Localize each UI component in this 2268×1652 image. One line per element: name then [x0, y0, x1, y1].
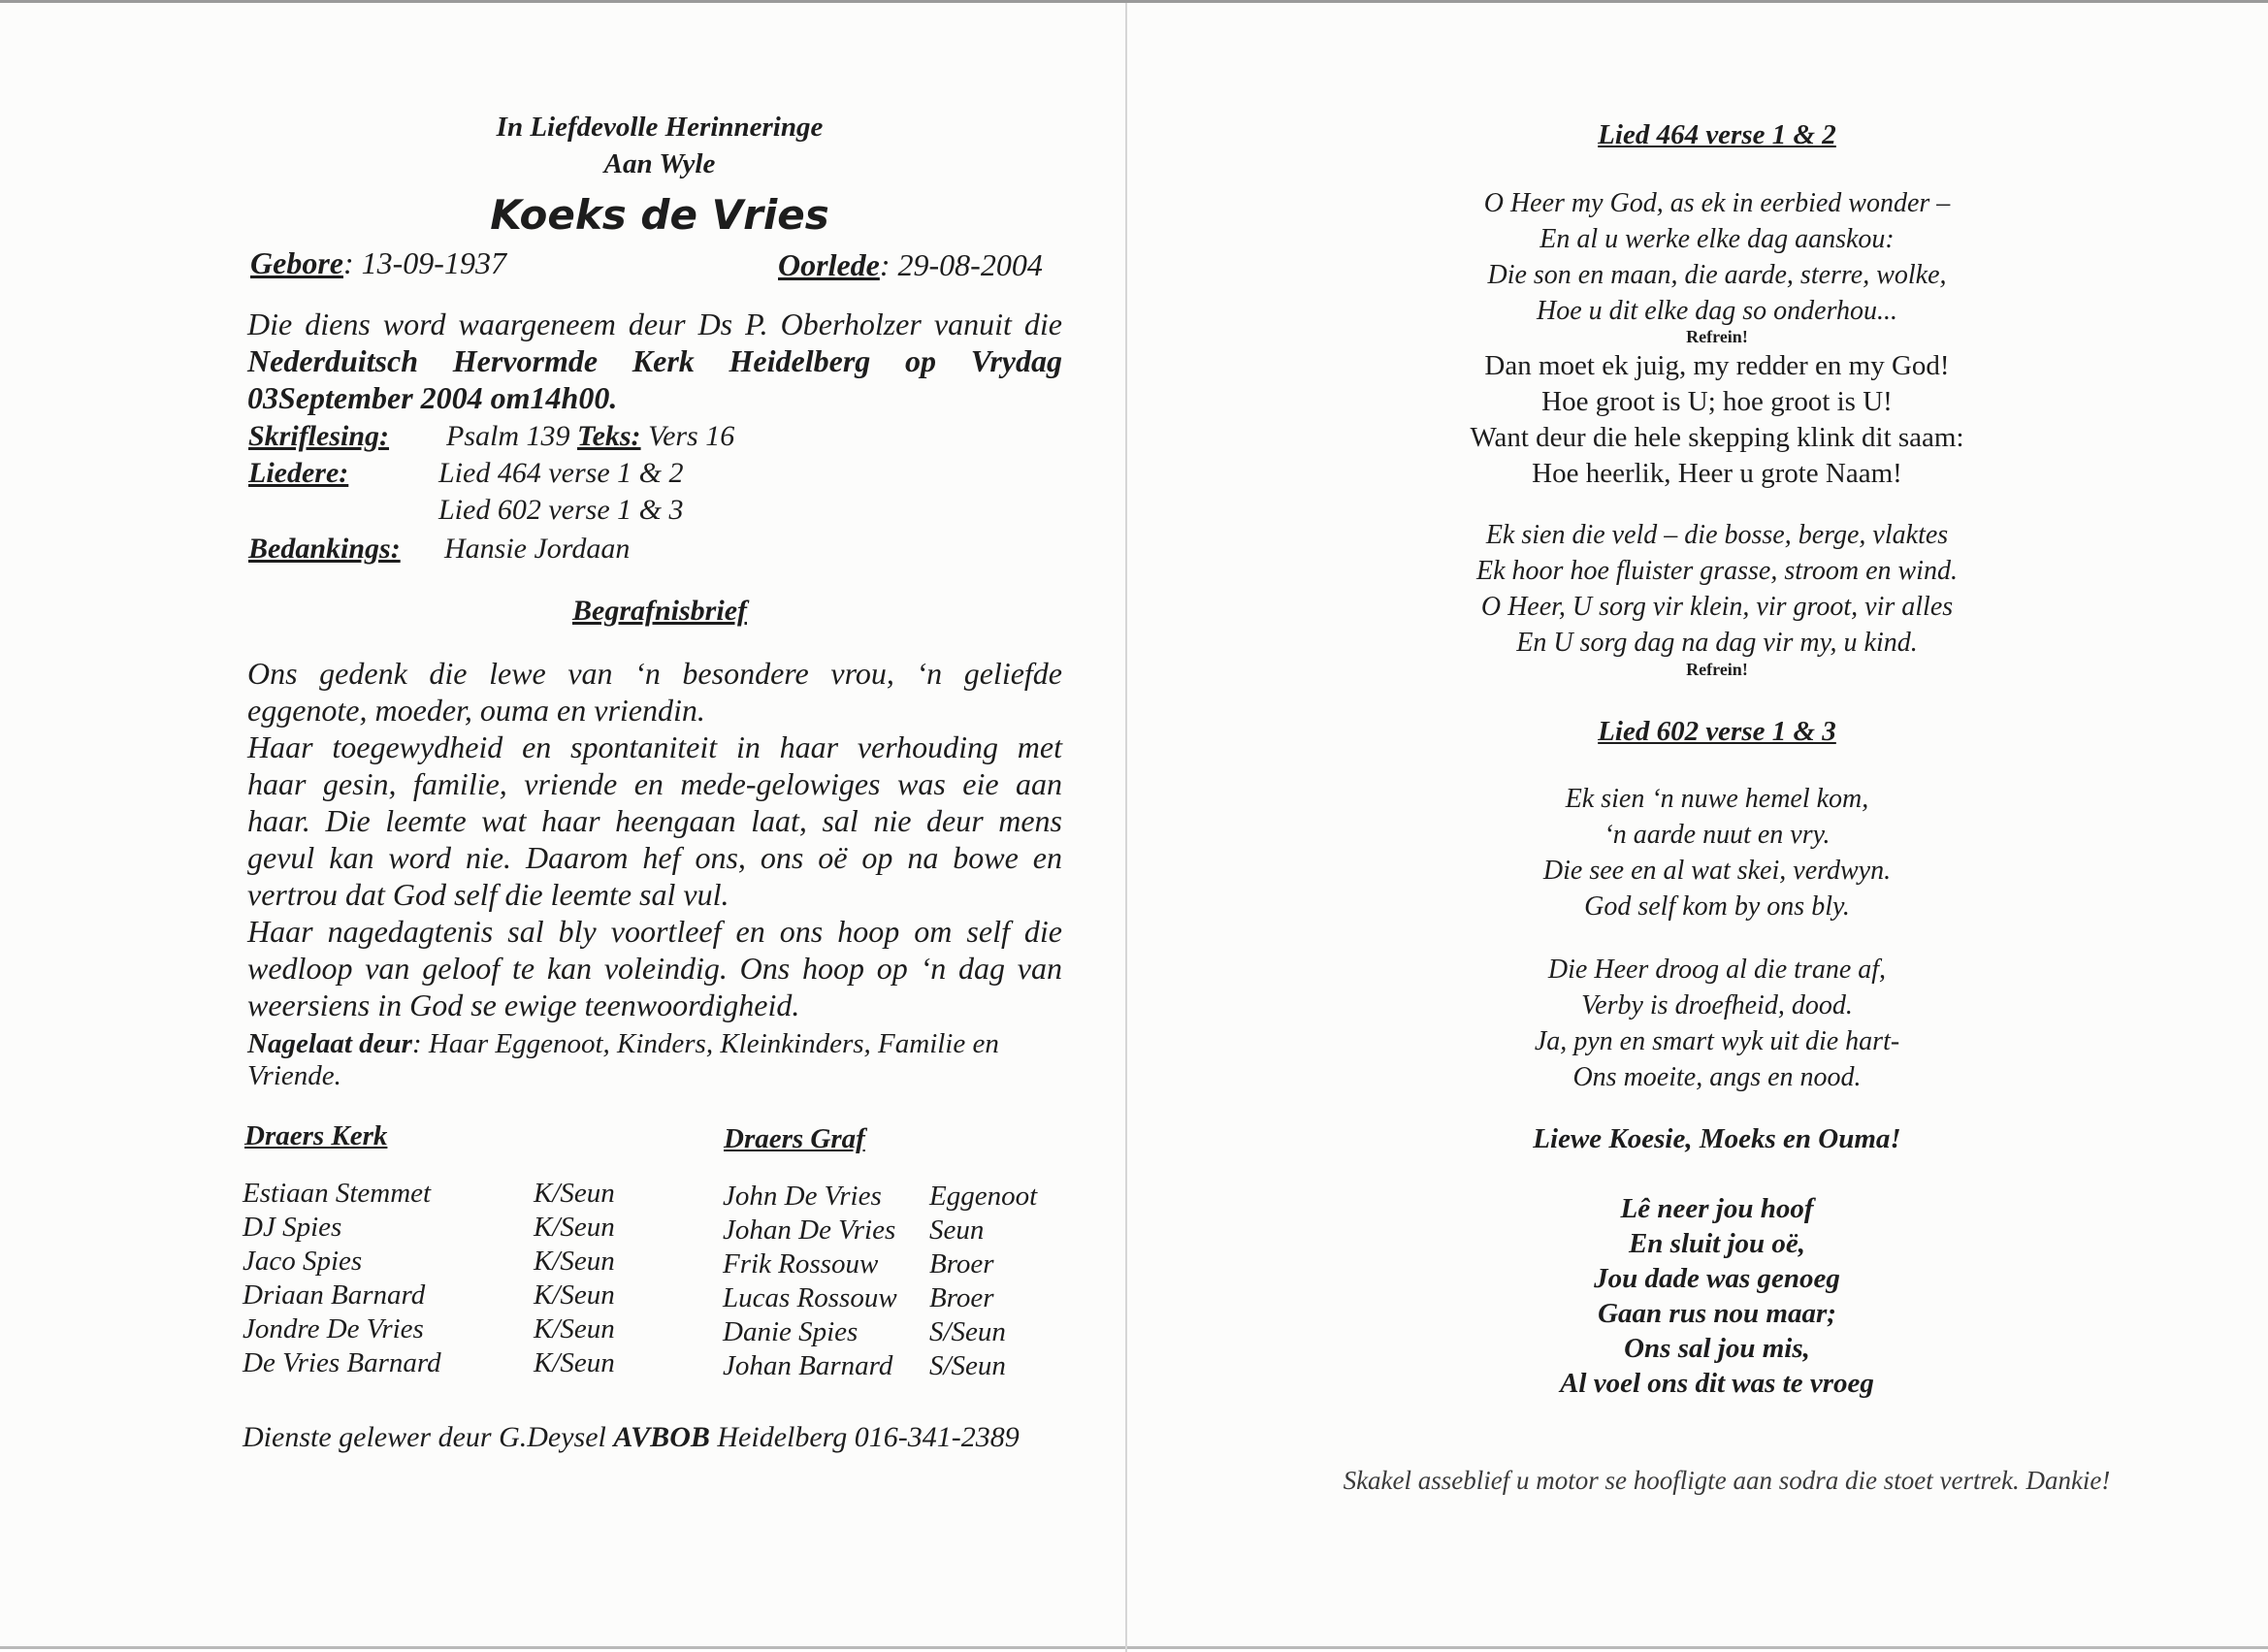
bearer-relation: K/Seun	[534, 1246, 615, 1277]
bearer-name: Frik Rossouw	[723, 1248, 879, 1279]
song1-verse2	[1397, 517, 2037, 661]
bearer-row	[723, 1281, 1037, 1315]
bearer-name: Johan De Vries	[723, 1215, 896, 1246]
text-value: Vers 16	[648, 420, 735, 452]
thanks-value: Hansie Jordaan	[444, 533, 631, 565]
bearer-row	[243, 1211, 615, 1245]
grave-bearers-title: Draers Graf	[724, 1123, 865, 1154]
bearer-name: Jondre De Vries	[243, 1313, 424, 1344]
bearer-name: De Vries Barnard	[243, 1347, 441, 1378]
chorus-line: Hoe groot is U; hoe groot is U!	[1541, 386, 1893, 417]
verse-line: En al u werke elke dag aanskou:	[1539, 224, 1895, 254]
bearer-row	[723, 1180, 1037, 1214]
bearer-name: Estiaan Stemmet	[243, 1178, 432, 1209]
letter-line: eggenote, moeder, ouma en vriendin.	[247, 693, 705, 728]
verse-line: O Heer, U sorg vir klein, vir groot, vir alles	[1480, 592, 1954, 622]
songs-label: Liedere:	[248, 457, 349, 489]
verse-line: O Heer my God, as ek in eerbied wonder –	[1483, 188, 1951, 218]
bearer-relation: K/Seun	[534, 1178, 615, 1209]
deceased-name: Koeks de Vries	[490, 191, 829, 239]
thanks-label: Bedankings:	[248, 533, 401, 565]
poem-line: Jou dade was genoeg	[1594, 1263, 1840, 1294]
song1-verse1	[1397, 185, 2037, 329]
funeral-letter	[247, 655, 1062, 1023]
bearer-row	[723, 1214, 1037, 1247]
bearer-name: Jaco Spies	[243, 1246, 363, 1277]
bearer-name: DJ Spies	[243, 1212, 342, 1243]
poem-line: Ons sal jou mis,	[1624, 1333, 1810, 1364]
born-label: Gebore	[250, 245, 343, 280]
church-bearers-title: Draers Kerk	[244, 1120, 388, 1151]
bearer-name: John De Vries	[723, 1181, 882, 1212]
poem-line: Al voel ons dit was te vroeg	[1560, 1368, 1874, 1399]
song2-verse2	[1397, 952, 2037, 1095]
bearer-row	[723, 1315, 1037, 1349]
survivors-line-1: Nagelaat deur: Haar Eggenoot, Kinders, Kleinkinders, Familie en	[247, 1028, 999, 1059]
scripture-reading-row	[248, 420, 389, 453]
bearer-relation: S/Seun	[929, 1316, 1006, 1347]
poem-line: En sluit jou oë,	[1628, 1228, 1806, 1259]
song2-verse1	[1397, 781, 2037, 924]
bearer-row	[243, 1279, 615, 1312]
headlights-note: Skakel asseblief u motor se hoofligte aan sodra die stoet vertrek. Dankie!	[1343, 1466, 2111, 1495]
letter-line: wedloop van geloof te kan voleindig. Ons hoop op ‘n dag van	[247, 951, 1062, 986]
bearer-row	[723, 1247, 1037, 1281]
song-1: Lied 464 verse 1 & 2	[438, 457, 684, 489]
memorial-heading-line2: Aan Wyle	[603, 148, 716, 179]
verse-line: Ek sien ‘n nuwe hemel kom,	[1565, 784, 1869, 814]
death-date-line	[778, 247, 1043, 283]
letter-line: weersiens in God se ewige teenwoordigheid.	[247, 988, 800, 1022]
birth-date-line	[250, 245, 506, 281]
bearer-relation: K/Seun	[534, 1279, 615, 1311]
bearer-relation: S/Seun	[929, 1350, 1006, 1381]
service-line: Nederduitsch Hervormde Kerk Heidelberg op Vrydag	[247, 343, 1062, 378]
grave-bearers-list	[723, 1180, 1037, 1383]
letter-line: Haar toegewydheid en spontaniteit in haar verhouding met	[247, 729, 1062, 764]
bearer-row	[243, 1177, 615, 1211]
funeral-service-provider: Dienste gelewer deur G.Deysel AVBOB Heidelberg 016-341-2389	[243, 1421, 1020, 1453]
verse-line: Die son en maan, die aarde, sterre, wolke,	[1487, 260, 1947, 290]
bearer-row	[243, 1346, 615, 1380]
letter-line: haar. Die leemte wat haar heengaan laat, sal nie deur mens	[247, 803, 1062, 838]
bearer-row	[243, 1312, 615, 1346]
verse-line: God self kom by ons bly.	[1584, 891, 1850, 922]
page-fold	[1125, 3, 1127, 1652]
survivors-label: Nagelaat deur	[247, 1028, 412, 1059]
bearer-relation: K/Seun	[534, 1347, 615, 1378]
letter-line: vertrou dat God self die leemte sal vul.	[247, 877, 729, 912]
bearer-row	[243, 1245, 615, 1279]
letter-line: haar gesin, familie, vriende en mede-gelowiges was eie aan	[247, 766, 1062, 801]
scripture-reading-value: Psalm 139 Teks: Vers 16	[446, 420, 735, 452]
bearer-relation: Eggenoot	[929, 1181, 1038, 1212]
bearer-relation: Seun	[929, 1215, 985, 1246]
bearer-name: Lucas Rossouw	[723, 1282, 897, 1313]
song1-chorus	[1397, 348, 2037, 492]
song1-title: Lied 464 verse 1 & 2	[1598, 119, 1836, 150]
bearer-relation: K/Seun	[534, 1212, 615, 1243]
text-label: Teks:	[577, 420, 641, 452]
verse-line: Verby is droefheid, dood.	[1581, 990, 1853, 1020]
chorus-line: Want deur die hele skepping klink dit saam:	[1470, 422, 1964, 453]
farewell-poem	[1397, 1191, 2037, 1401]
bearer-relation: Broer	[929, 1248, 994, 1279]
verse-line: Ek sien die veld – die bosse, berge, vlaktes	[1485, 520, 1949, 550]
refrain-label-2: Refrein!	[1686, 660, 1748, 679]
refrain-label: Refrein!	[1686, 327, 1748, 346]
chorus-line: Hoe heerlik, Heer u grote Naam!	[1532, 458, 1902, 489]
memorial-heading-line1: In Liefdevolle Herinneringe	[496, 112, 824, 143]
verse-line: En U sorg dag na dag vir my, u kind.	[1516, 628, 1918, 658]
bearer-name: Driaan Barnard	[243, 1279, 426, 1311]
born-date: : 13-09-1937	[342, 245, 506, 280]
song2-title: Lied 602 verse 1 & 3	[1598, 716, 1836, 747]
verse-line: Die see en al wat skei, verdwyn.	[1542, 856, 1892, 886]
bearer-row	[723, 1349, 1037, 1383]
letter-line: gevul kan word nie. Daarom hef ons, ons oë op na bowe en	[247, 840, 1062, 875]
survivors-line-2: Vriende.	[247, 1060, 341, 1091]
song-2: Lied 602 verse 1 & 3	[438, 494, 684, 526]
bearer-name: Johan Barnard	[723, 1350, 893, 1381]
verse-line: Ons moeite, angs en nood.	[1572, 1062, 1862, 1092]
bearer-name: Danie Spies	[723, 1316, 859, 1347]
letter-line: Ons gedenk die lewe van ‘n besondere vrou, ‘n geliefde	[247, 656, 1062, 691]
verse-line: Ja, pyn en smart wyk uit die hart-	[1534, 1026, 1900, 1056]
service-line: 03September 2004 om14h00.	[247, 380, 618, 415]
provider-name: AVBOB	[613, 1421, 710, 1453]
chorus-line: Dan moet ek juig, my redder en my God!	[1484, 350, 1950, 381]
bearer-relation: Broer	[929, 1282, 994, 1313]
died-date: : 29-08-2004	[879, 247, 1043, 282]
died-label: Oorlede	[778, 247, 880, 282]
bearer-relation: K/Seun	[534, 1313, 615, 1344]
reading-label: Skriflesing:	[248, 420, 390, 452]
church-bearers-list	[243, 1177, 615, 1380]
poem-line: Lê neer jou hoof	[1620, 1193, 1814, 1224]
verse-line: ‘n aarde nuut en vry.	[1604, 820, 1831, 850]
farewell-title: Liewe Koesie, Moeks en Ouma!	[1533, 1123, 1901, 1154]
poem-line: Gaan rus nou maar;	[1598, 1298, 1836, 1329]
service-line: Die diens word waargeneem deur Ds P. Oberholzer vanuit die	[247, 307, 1062, 341]
verse-line: Die Heer droog al die trane af,	[1547, 955, 1887, 985]
letter-title: Begrafnisbrief	[572, 595, 747, 627]
verse-line: Hoe u dit elke dag so onderhou...	[1537, 296, 1897, 326]
service-details	[247, 306, 1062, 416]
letter-line: Haar nagedagtenis sal bly voortleef en ons hoop om self die	[247, 914, 1062, 949]
verse-line: Ek hoor hoe fluister grasse, stroom en wind.	[1476, 556, 1958, 586]
